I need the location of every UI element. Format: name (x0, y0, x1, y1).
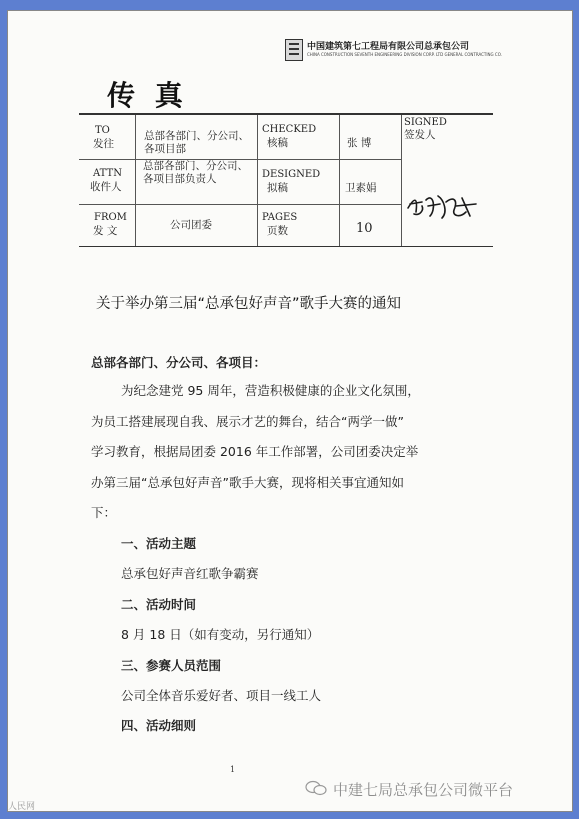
handwritten-signature (404, 186, 484, 226)
section-text: 公司全体音乐爱好者、项目一线工人 (121, 688, 322, 703)
section-text: 8 月 18 日（如有变动，另行通知） (121, 627, 320, 642)
paragraph-line: 下： (91, 505, 117, 520)
attn-value: 总部各部门、分公司、各项目部负责人 (143, 160, 248, 185)
section-title: 一、活动主题 (121, 536, 197, 551)
section-text: 总承包好声音红歌争霸赛 (121, 566, 259, 581)
company-logo-icon (285, 39, 303, 61)
section-title: 四、活动细则 (121, 718, 197, 733)
watermark-small: 人民网 (8, 802, 36, 812)
designed-value: 卫素娟 (345, 182, 377, 194)
signed-label-en: SIGNED (404, 117, 447, 128)
paragraph-line: 为纪念建党 95 周年，营造积极健康的企业文化氛围， (121, 383, 420, 398)
wechat-icon (305, 780, 327, 796)
section-title: 三、参赛人员范围 (121, 658, 222, 673)
company-name-cn: 中国建筑第七工程局有限公司总承包公司 (307, 42, 470, 52)
signed-label-cn: 签发人 (404, 129, 436, 141)
paragraph-line: 学习教育，根据局团委 2016 年工作部署，公司团委决定举 (91, 444, 419, 459)
salutation: 总部各部门、分公司、各项目： (91, 355, 267, 370)
checked-label-en: CHECKED (262, 124, 317, 135)
fax-title: 传 真 (107, 79, 188, 112)
to-value: 总部各部门、分公司、各项目部 (144, 130, 249, 155)
paragraph-line: 为员工搭建展现自我、展示才艺的舞台，结合“两学一做” (91, 414, 404, 429)
checked-label-cn: 核稿 (267, 137, 288, 149)
from-value: 公司团委 (170, 219, 212, 231)
checked-value: 张 博 (347, 137, 372, 149)
pages-label-en: PAGES (262, 212, 298, 223)
section-title: 二、活动时间 (121, 597, 197, 612)
attn-label-en: ATTN (93, 168, 122, 179)
company-name-en: CHINA CONSTRUCTION SEVENTH ENGINEERING DIVISION CORP. LTD GENERAL CONTRACTING CO. (307, 52, 502, 57)
page-number: 1 (230, 765, 236, 774)
notice-heading: 关于举办第三届“总承包好声音”歌手大赛的通知 (96, 296, 402, 312)
watermark-text: 中建七局总承包公司微平台 (333, 781, 514, 799)
from-label-cn: 发 文 (93, 225, 118, 237)
pages-label-cn: 页数 (267, 225, 288, 237)
attn-label-cn: 收件人 (90, 181, 122, 193)
to-label-cn: 发往 (93, 138, 114, 150)
fax-header-table (79, 113, 493, 247)
to-label-en: TO (95, 125, 110, 136)
from-label-en: FROM (94, 212, 127, 223)
paragraph-line: 办第三届“总承包好声音”歌手大赛，现将相关事宜通知如 (91, 475, 404, 490)
designed-label-en: DESIGNED (262, 169, 321, 180)
pages-value: 10 (356, 221, 373, 236)
designed-label-cn: 拟稿 (267, 182, 288, 194)
